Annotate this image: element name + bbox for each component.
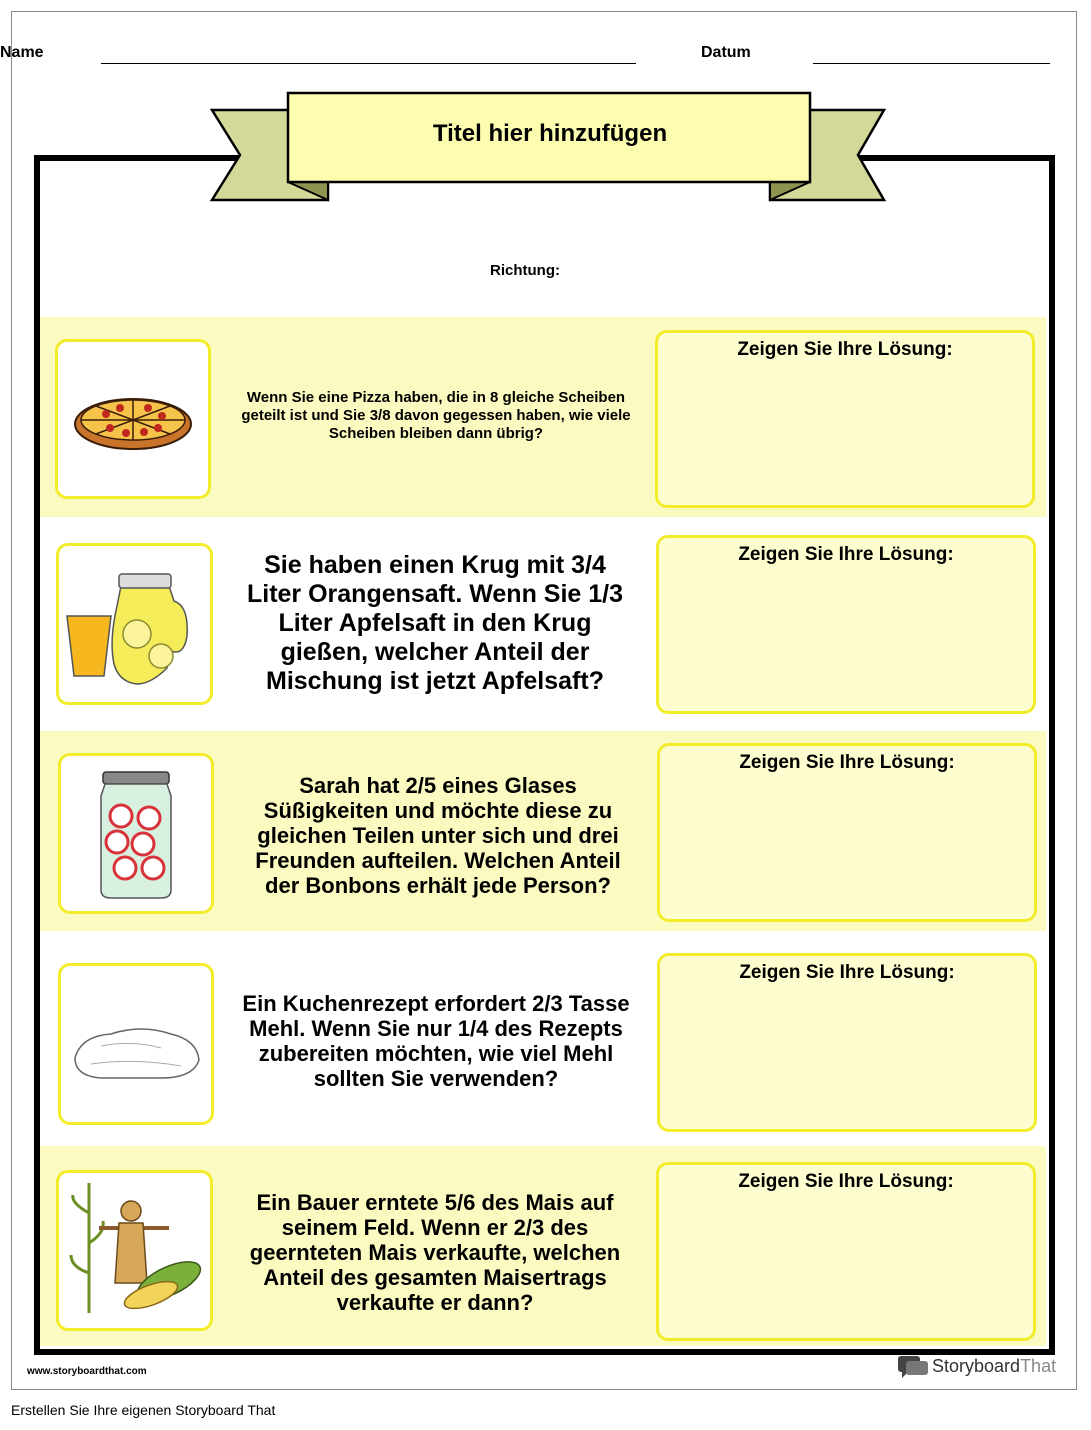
question-text: Sie haben einen Krug mit 3/4 Liter Orangensaft. Wenn Sie 1/3 Liter Apfelsaft in den Krug gießen, welcher Anteil der Mischung ist jetzt Apfelsaft? — [246, 551, 624, 695]
image-frame — [56, 543, 213, 705]
image-frame — [55, 339, 211, 499]
juice-pitcher-icon — [59, 546, 210, 702]
answer-box[interactable] — [657, 743, 1037, 922]
date-line[interactable] — [813, 63, 1050, 64]
speech-bubble-icon — [896, 1354, 930, 1380]
brand-main: Storyboard — [932, 1356, 1021, 1376]
answer-box[interactable] — [656, 1162, 1036, 1341]
corn-scarecrow-icon — [59, 1173, 210, 1328]
answer-label: Zeigen Sie Ihre Lösung: — [737, 339, 953, 360]
question-text: Wenn Sie eine Pizza haben, die in 8 gleiche Scheiben geteilt ist und Sie 3/8 davon gegessen haben, wie viele Scheiben bleiben dann übrig? — [241, 389, 631, 442]
answer-label: Zeigen Sie Ihre Lösung: — [738, 544, 954, 565]
date-label: Datum — [701, 44, 751, 61]
answer-box[interactable] — [656, 535, 1036, 714]
question-text: Ein Bauer erntete 5/6 des Mais auf seinem Feld. Wenn er 2/3 des geernteten Mais verkaufte, welchen Anteil des gesamten Maisertrags verkaufte er dann? — [249, 1190, 621, 1315]
answer-label: Zeigen Sie Ihre Lösung: — [739, 752, 955, 773]
brand-accent: That — [1020, 1356, 1057, 1376]
question-row-5 — [40, 1146, 1046, 1346]
question-row-2 — [40, 517, 1046, 731]
image-frame — [56, 1170, 213, 1331]
bottom-caption[interactable]: Erstellen Sie Ihre eigenen Storyboard That — [11, 1402, 276, 1418]
question-row-3 — [40, 731, 1046, 931]
question-text: Sarah hat 2/5 eines Glases Süßigkeiten und möchte diese zu gleichen Teilen unter sich und drei Freunden aufteilen. Welchen Anteil der Bonbons erhält jede Person? — [255, 773, 621, 898]
worksheet-title[interactable]: Titel hier hinzufügen — [432, 120, 668, 147]
candy-jar-icon — [61, 756, 211, 911]
flour-sack-icon — [61, 966, 211, 1122]
answer-label: Zeigen Sie Ihre Lösung: — [738, 1171, 954, 1192]
answer-box[interactable] — [655, 330, 1035, 508]
question-text: Ein Kuchenrezept erfordert 2/3 Tasse Mehl. Wenn Sie nur 1/4 des Rezepts zubereiten möchten, wie viel Mehl sollten Sie verwenden? — [242, 991, 630, 1091]
name-line[interactable] — [101, 63, 636, 64]
brand-text — [932, 1356, 1056, 1377]
question-row-4 — [40, 931, 1046, 1146]
direction-label[interactable]: Richtung: — [490, 262, 560, 279]
storyboardthat-logo[interactable] — [896, 1354, 1066, 1380]
image-frame — [58, 753, 214, 914]
title-banner — [210, 90, 890, 205]
question-row-1 — [40, 317, 1046, 517]
footer-url[interactable]: www.storyboardthat.com — [27, 1366, 147, 1377]
pizza-icon — [58, 342, 208, 496]
name-label: Name — [0, 44, 44, 61]
answer-box[interactable] — [657, 953, 1037, 1132]
answer-label: Zeigen Sie Ihre Lösung: — [739, 962, 955, 983]
image-frame — [58, 963, 214, 1125]
